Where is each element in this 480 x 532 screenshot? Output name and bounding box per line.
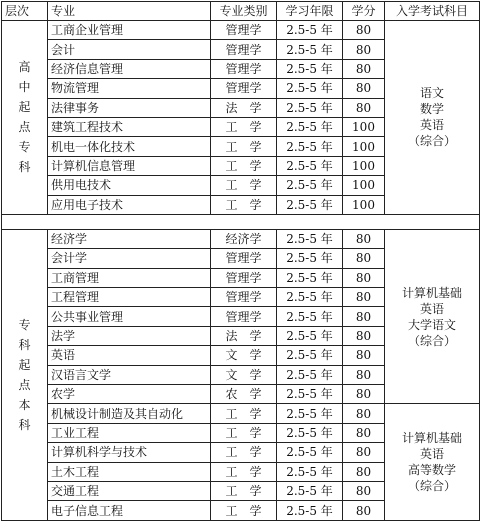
level-cell-hs-to-junior-college-line: 中 bbox=[18, 80, 31, 95]
table-row bbox=[2, 229, 480, 248]
level-cell-junior-college-to-bachelor-line: 科 bbox=[18, 337, 31, 352]
table-row bbox=[2, 404, 480, 423]
exam-subjects-cell bbox=[385, 21, 480, 215]
major-name: 计算机科学与技术 bbox=[48, 443, 211, 462]
major-name: 机电一体化技术 bbox=[48, 137, 211, 156]
header-level: 层次 bbox=[2, 2, 48, 21]
major-category: 管理学 bbox=[211, 21, 277, 40]
major-name: 电子信息工程 bbox=[48, 501, 211, 520]
level-cell-junior-college-to-bachelor-line: 起 bbox=[18, 357, 31, 372]
study-years: 2.5-5 年 bbox=[277, 385, 343, 404]
header-exam-subjects: 入学考试科目 bbox=[385, 2, 480, 21]
major-category: 管理学 bbox=[211, 249, 277, 268]
section-divider-row bbox=[2, 214, 480, 229]
majors-table-body bbox=[2, 2, 480, 521]
major-category: 管理学 bbox=[211, 59, 277, 78]
study-years: 2.5-5 年 bbox=[277, 307, 343, 326]
major-name: 应用电子技术 bbox=[48, 195, 211, 214]
level-cell-hs-to-junior-college-line: 点 bbox=[18, 120, 31, 135]
major-name: 计算机信息管理 bbox=[48, 156, 211, 175]
major-category: 管理学 bbox=[211, 307, 277, 326]
major-category: 工 学 bbox=[211, 404, 277, 423]
major-name: 英语 bbox=[48, 346, 211, 365]
study-years: 2.5-5 年 bbox=[277, 326, 343, 345]
credits: 80 bbox=[343, 346, 385, 365]
major-category: 工 学 bbox=[211, 423, 277, 442]
credits: 80 bbox=[343, 288, 385, 307]
major-name: 土木工程 bbox=[48, 462, 211, 481]
study-years: 2.5-5 年 bbox=[277, 346, 343, 365]
major-category: 法 学 bbox=[211, 326, 277, 345]
credits: 80 bbox=[343, 326, 385, 345]
major-category: 工 学 bbox=[211, 156, 277, 175]
credits: 80 bbox=[343, 268, 385, 287]
header-credits: 学分 bbox=[343, 2, 385, 21]
major-category: 工 学 bbox=[211, 195, 277, 214]
study-years: 2.5-5 年 bbox=[277, 137, 343, 156]
study-years: 2.5-5 年 bbox=[277, 195, 343, 214]
major-category: 管理学 bbox=[211, 268, 277, 287]
level-cell-junior-college-to-bachelor-line: 专 bbox=[18, 317, 31, 332]
study-years: 2.5-5 年 bbox=[277, 176, 343, 195]
credits: 100 bbox=[343, 156, 385, 175]
exam-subjects-cell-line: 英语 bbox=[419, 301, 444, 316]
credits: 100 bbox=[343, 195, 385, 214]
exam-subjects-cell-line: （综合） bbox=[407, 479, 456, 494]
level-cell-junior-college-to-bachelor-line: 本 bbox=[18, 397, 31, 412]
study-years: 2.5-5 年 bbox=[277, 288, 343, 307]
major-category: 工 学 bbox=[211, 176, 277, 195]
credits: 100 bbox=[343, 176, 385, 195]
credits: 80 bbox=[343, 40, 385, 59]
level-cell-hs-to-junior-college-line: 科 bbox=[18, 160, 31, 175]
study-years: 2.5-5 年 bbox=[277, 117, 343, 136]
level-cell-junior-college-to-bachelor-line: 点 bbox=[18, 377, 31, 392]
major-name: 公共事业管理 bbox=[48, 307, 211, 326]
exam-subjects-cell-line: 数学 bbox=[419, 102, 444, 117]
major-category: 管理学 bbox=[211, 79, 277, 98]
level-cell-hs-to-junior-college-line: 起 bbox=[18, 100, 31, 115]
exam-subjects-cell-line: 英语 bbox=[419, 447, 444, 462]
major-name: 工程管理 bbox=[48, 288, 211, 307]
major-name: 经济信息管理 bbox=[48, 59, 211, 78]
header-row bbox=[2, 2, 480, 21]
credits: 80 bbox=[343, 481, 385, 500]
major-name: 会计 bbox=[48, 40, 211, 59]
major-name: 法律事务 bbox=[48, 98, 211, 117]
level-cell-junior-college-to-bachelor bbox=[2, 229, 48, 520]
study-years: 2.5-5 年 bbox=[277, 462, 343, 481]
study-years: 2.5-5 年 bbox=[277, 268, 343, 287]
major-name: 机械设计制造及其自动化 bbox=[48, 404, 211, 423]
majors-table bbox=[1, 1, 480, 521]
major-category: 工 学 bbox=[211, 462, 277, 481]
major-name: 法学 bbox=[48, 326, 211, 345]
credits: 80 bbox=[343, 501, 385, 520]
credits: 80 bbox=[343, 423, 385, 442]
credits: 80 bbox=[343, 443, 385, 462]
major-name: 物流管理 bbox=[48, 79, 211, 98]
major-category: 文 学 bbox=[211, 365, 277, 384]
major-name: 会计学 bbox=[48, 249, 211, 268]
credits: 80 bbox=[343, 98, 385, 117]
exam-subjects-cell-line: 英语 bbox=[419, 118, 444, 133]
study-years: 2.5-5 年 bbox=[277, 229, 343, 248]
major-category: 法 学 bbox=[211, 98, 277, 117]
major-category: 工 学 bbox=[211, 443, 277, 462]
credits: 80 bbox=[343, 79, 385, 98]
exam-subjects-cell-line: （综合） bbox=[407, 333, 456, 348]
study-years: 2.5-5 年 bbox=[277, 443, 343, 462]
credits: 80 bbox=[343, 385, 385, 404]
study-years: 2.5-5 年 bbox=[277, 98, 343, 117]
credits: 80 bbox=[343, 404, 385, 423]
header-major: 专业 bbox=[48, 2, 211, 21]
credits: 80 bbox=[343, 249, 385, 268]
major-category: 管理学 bbox=[211, 288, 277, 307]
table-row bbox=[2, 21, 480, 40]
study-years: 2.5-5 年 bbox=[277, 59, 343, 78]
study-years: 2.5-5 年 bbox=[277, 365, 343, 384]
section-divider bbox=[2, 214, 480, 229]
credits: 80 bbox=[343, 307, 385, 326]
level-cell-hs-to-junior-college-line: 专 bbox=[18, 140, 31, 155]
credits: 80 bbox=[343, 59, 385, 78]
study-years: 2.5-5 年 bbox=[277, 79, 343, 98]
major-name: 供用电技术 bbox=[48, 176, 211, 195]
major-category: 经济学 bbox=[211, 229, 277, 248]
major-category: 农 学 bbox=[211, 385, 277, 404]
credits: 80 bbox=[343, 21, 385, 40]
credits: 100 bbox=[343, 137, 385, 156]
level-cell-hs-to-junior-college-line: 高 bbox=[18, 60, 31, 75]
study-years: 2.5-5 年 bbox=[277, 481, 343, 500]
study-years: 2.5-5 年 bbox=[277, 21, 343, 40]
exam-subjects-cell bbox=[385, 404, 480, 520]
credits: 80 bbox=[343, 229, 385, 248]
major-name: 农学 bbox=[48, 385, 211, 404]
exam-subjects-cell bbox=[385, 229, 480, 404]
major-name: 汉语言文学 bbox=[48, 365, 211, 384]
study-years: 2.5-5 年 bbox=[277, 249, 343, 268]
major-name: 经济学 bbox=[48, 229, 211, 248]
study-years: 2.5-5 年 bbox=[277, 40, 343, 59]
major-name: 工业工程 bbox=[48, 423, 211, 442]
level-cell-hs-to-junior-college bbox=[2, 21, 48, 215]
exam-subjects-cell-line: （综合） bbox=[407, 134, 456, 149]
exam-subjects-cell-line: 语文 bbox=[419, 86, 444, 101]
major-name: 交通工程 bbox=[48, 481, 211, 500]
exam-subjects-cell-line: 高等数学 bbox=[407, 463, 456, 478]
study-years: 2.5-5 年 bbox=[277, 423, 343, 442]
major-category: 工 学 bbox=[211, 501, 277, 520]
credits: 100 bbox=[343, 117, 385, 136]
study-years: 2.5-5 年 bbox=[277, 404, 343, 423]
major-name: 工商管理 bbox=[48, 268, 211, 287]
major-name: 工商企业管理 bbox=[48, 21, 211, 40]
header-years: 学习年限 bbox=[277, 2, 343, 21]
header-category: 专业类别 bbox=[211, 2, 277, 21]
level-cell-junior-college-to-bachelor-line: 科 bbox=[18, 417, 31, 432]
exam-subjects-cell-line: 计算机基础 bbox=[401, 285, 462, 300]
study-years: 2.5-5 年 bbox=[277, 501, 343, 520]
major-category: 工 学 bbox=[211, 481, 277, 500]
major-category: 文 学 bbox=[211, 346, 277, 365]
exam-subjects-cell-line: 计算机基础 bbox=[401, 431, 462, 446]
major-category: 工 学 bbox=[211, 137, 277, 156]
credits: 80 bbox=[343, 462, 385, 481]
major-category: 工 学 bbox=[211, 117, 277, 136]
credits: 80 bbox=[343, 365, 385, 384]
major-name: 建筑工程技术 bbox=[48, 117, 211, 136]
major-category: 管理学 bbox=[211, 40, 277, 59]
study-years: 2.5-5 年 bbox=[277, 156, 343, 175]
exam-subjects-cell-line: 大学语文 bbox=[407, 317, 456, 332]
